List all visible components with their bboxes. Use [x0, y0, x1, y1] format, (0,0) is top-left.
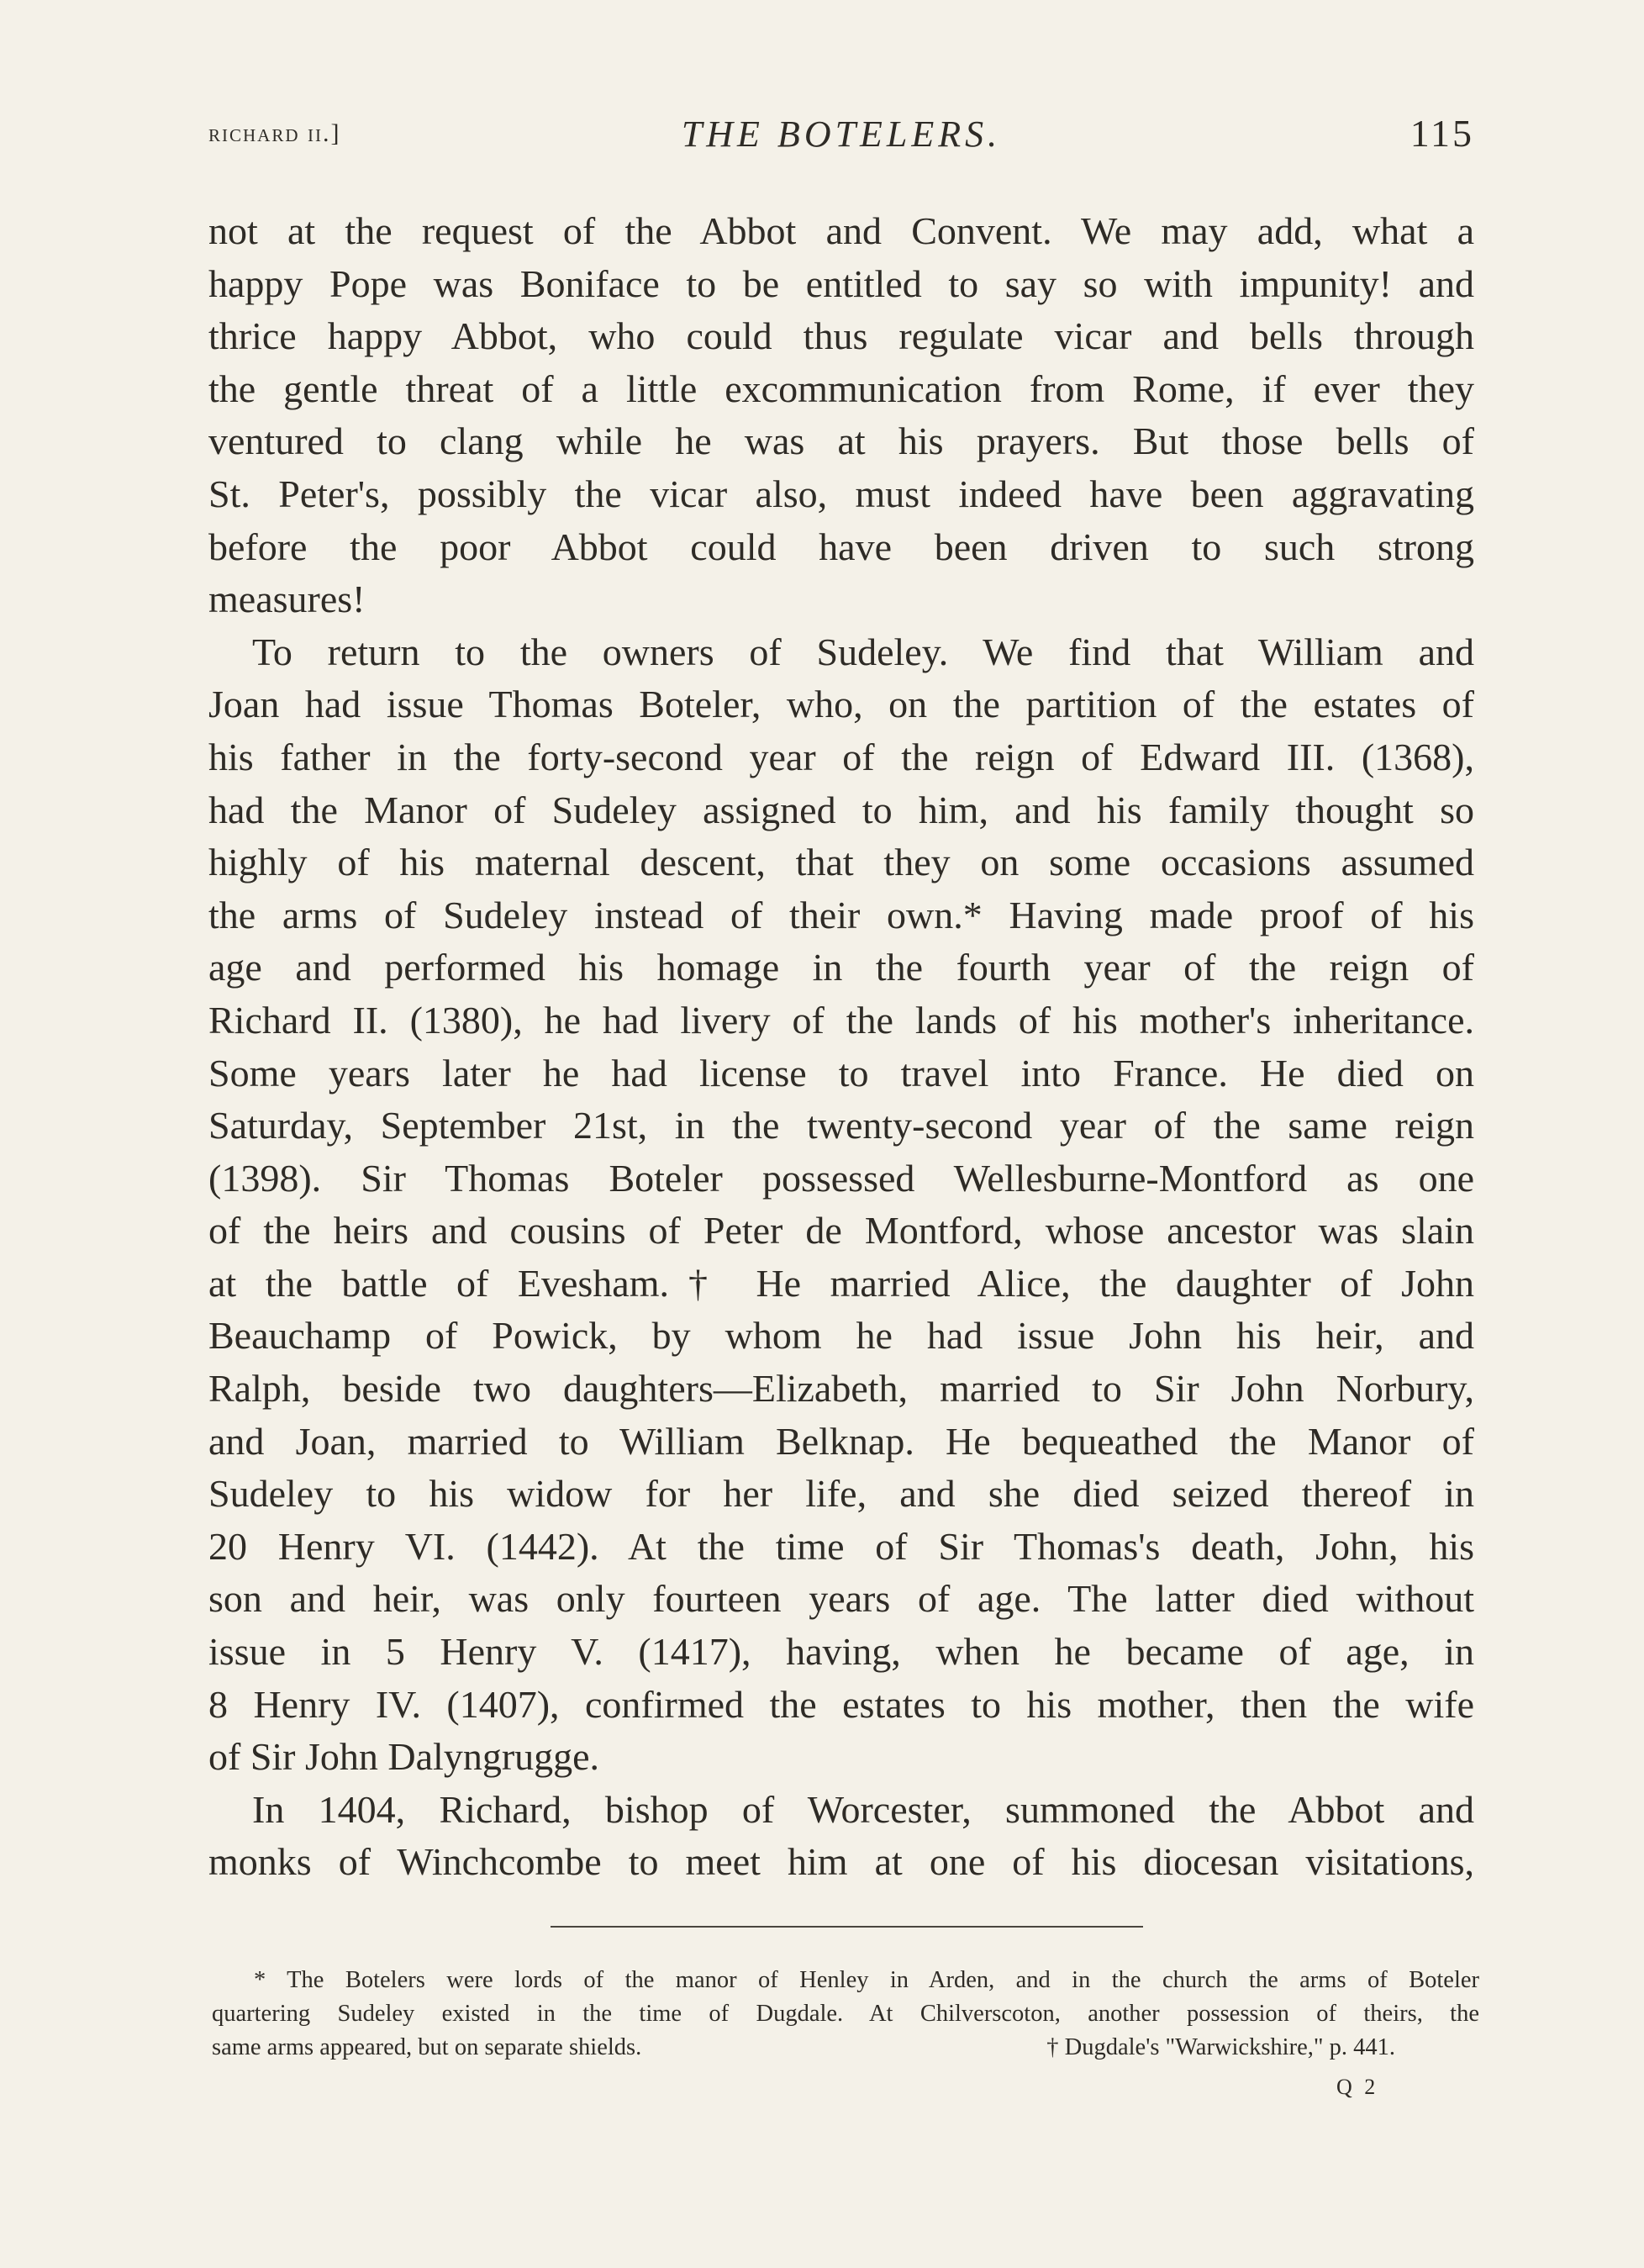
running-head: [208, 108, 1474, 158]
text-line: St. Peter's, possibly the vicar also, must indeed have been aggravating: [208, 472, 1474, 515]
text-line: at the battle of Evesham.† He married Alice, the daughter of John: [208, 1261, 1474, 1305]
text-line: highly of his maternal descent, that they on some occasions assumed: [208, 841, 1474, 884]
footnotes: [212, 1964, 1479, 2065]
text-line: To return to the owners of Sudeley. We find that William and: [252, 630, 1474, 673]
text-line: son and heir, was only fourteen years of age. The latter died without: [208, 1577, 1474, 1621]
text-line: measures!: [208, 578, 366, 621]
text-line: the arms of Sudeley instead of their own.* Having made proof of his: [208, 893, 1474, 936]
footnote-line: * The Botelers were lords of the manor of Henley in Arden, and in the church the arms of Boteler: [254, 1967, 1479, 1993]
text-line: before the poor Abbot could have been driven to such strong: [208, 525, 1474, 568]
text-line: monks of Winchcombe to meet him at one of his diocesan visitations,: [208, 1840, 1474, 1884]
text-line: Beauchamp of Powick, by whom he had issue John his heir, and: [208, 1314, 1474, 1358]
text-line: the gentle threat of a little excommunication from Rome, if ever they: [208, 367, 1474, 410]
text-line: Ralph, beside two daughters—Elizabeth, married to Sir John Norbury,: [208, 1367, 1474, 1411]
text-line: not at the request of the Abbot and Convent. We may add, what a: [208, 209, 1474, 252]
signature-mark: Q 2: [1336, 2075, 1379, 2099]
text-line: In 1404, Richard, bishop of Worcester, summoned the Abbot and: [252, 1787, 1474, 1831]
text-line: thrice happy Abbot, who could thus regulate vicar and bells through: [208, 314, 1474, 358]
text-line: issue in 5 Henry V. (1417), having, when he became of age, in: [208, 1630, 1474, 1674]
page-number: 115: [1410, 112, 1474, 155]
text-line: 20 Henry VI. (1442). At the time of Sir Thomas's death, John, his: [208, 1524, 1474, 1568]
text-line: and Joan, married to William Belknap. He bequeathed the Manor of: [208, 1419, 1474, 1463]
text-line: (1398). Sir Thomas Boteler possessed Wellesburne-Montford as one: [208, 1156, 1474, 1200]
footnote-line: quartering Sudeley existed in the time of Dugdale. At Chilverscoton, another possession of theirs, the: [212, 2001, 1479, 2027]
footnote-text: † Dugdale's "Warwickshire," p. 441.: [1046, 2034, 1395, 2060]
header-reign: richard ii.]: [208, 119, 341, 147]
text-line: Richard II. (1380), he had livery of the lands of his mother's inheritance.: [208, 998, 1474, 1042]
text-line: Joan had issue Thomas Boteler, who, on the partition of the estates of: [208, 683, 1474, 726]
text-line: age and performed his homage in the fourth year of the reign of: [208, 946, 1474, 989]
text-line: his father in the forty-second year of the reign of Edward III. (1368),: [208, 735, 1474, 778]
text-line: of the heirs and cousins of Peter de Montford, whose ancestor was slain: [208, 1209, 1474, 1253]
text-line: 8 Henry IV. (1407), confirmed the estates to his mother, then the wife: [208, 1682, 1474, 1726]
text-line: ventured to clang while he was at his prayers. But those bells of: [208, 419, 1474, 463]
footnote-rule: [551, 1926, 1143, 1928]
text-line: Sudeley to his widow for her life, and she died seized thereof in: [208, 1472, 1474, 1516]
text-line: had the Manor of Sudeley assigned to him, and his family thought so: [208, 788, 1474, 831]
footnote-line: [212, 2031, 1479, 2065]
footnote-text: same arms appeared, but on separate shields.: [212, 2034, 642, 2060]
body-text: [208, 205, 1474, 1889]
header-title: THE BOTELERS.: [681, 113, 1002, 155]
text-line: happy Pope was Boniface to be entitled to say so with impunity! and: [208, 261, 1474, 305]
text-line: Saturday, September 21st, in the twenty-second year of the same reign: [208, 1104, 1474, 1147]
text-line: Some years later he had license to travel into France. He died on: [208, 1051, 1474, 1094]
text-line: of Sir John Dalyngrugge.: [208, 1735, 600, 1779]
